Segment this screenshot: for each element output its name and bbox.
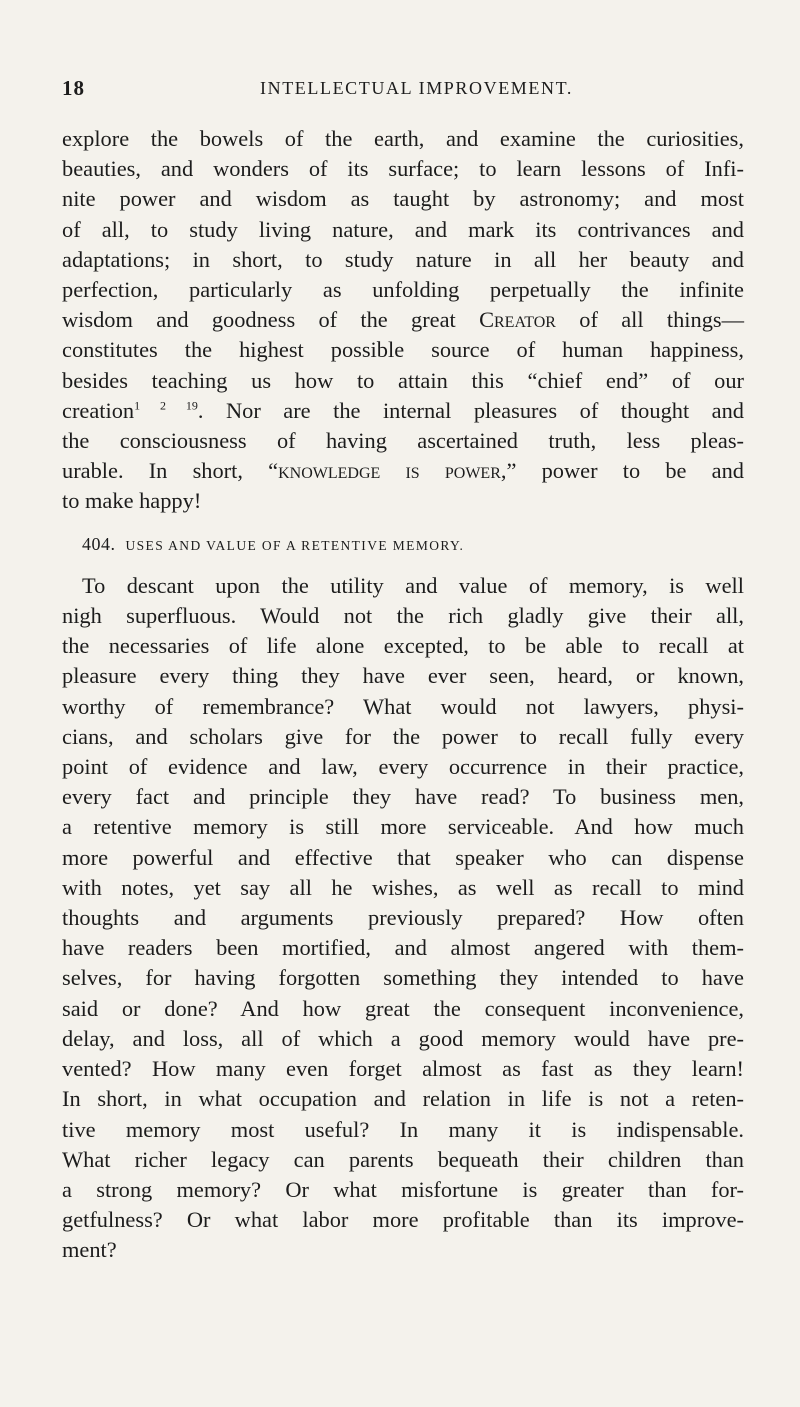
text-fragment: wisdom and goodness of the great — [62, 307, 456, 333]
text-line-knowledge-power — [62, 456, 744, 486]
text-line: constitutes the highest possible source of human happiness, — [62, 337, 744, 363]
text-line: a retentive memory is still more serviceable. And how much — [62, 814, 744, 840]
text-line: to make happy! — [62, 488, 202, 514]
text-line: have readers been mortified, and almost angered with them- — [62, 935, 744, 961]
section-title: USES AND VALUE OF A RETENTIVE MEMORY. — [125, 537, 465, 553]
text-line: ment? — [62, 1237, 117, 1263]
text-line-creator — [62, 305, 744, 335]
text-line: explore the bowels of the earth, and examine the curiosities, — [62, 126, 744, 151]
page-number: 18 — [62, 76, 85, 100]
text-line: cians, and scholars give for the power to recall fully every — [62, 723, 744, 749]
text-line: selves, for having forgotten something they intended to have — [62, 965, 744, 991]
section-heading — [62, 529, 744, 561]
text-line: of all, to study living nature, and mark its contrivances and — [62, 216, 744, 242]
text-line: the consciousness of having ascertained truth, less pleas- — [62, 428, 744, 454]
text-line: every fact and principle they have read? To business men, — [62, 784, 744, 810]
running-title: INTELLECTUAL IMPROVEMENT. — [260, 78, 573, 98]
text-line: said or done? And how great the consequent inconvenience, — [62, 995, 744, 1021]
footnote-reference: 1 2 19 — [134, 398, 198, 413]
text-line: point of evidence and law, every occurrence in their practice, — [62, 754, 744, 780]
text-line: tive memory most useful? In many it is indispensable. — [62, 1116, 744, 1142]
body-text — [62, 124, 744, 1266]
text-line: more powerful and effective that speaker who can dispense — [62, 844, 744, 870]
running-head — [62, 76, 742, 112]
text-line: What richer legacy can parents bequeath their children than — [62, 1146, 744, 1172]
text-line: besides teaching us how to attain this “chief end” of our — [62, 367, 744, 393]
text-line: beauties, and wonders of its surface; to learn lessons of Infi- — [62, 156, 744, 182]
text-fragment: creation — [62, 397, 135, 423]
text-line: In short, in what occupation and relation in life is not a reten- — [62, 1086, 744, 1112]
text-line: a strong memory? Or what misfortune is greater than for- — [62, 1176, 744, 1202]
text-line: adaptations; in short, to study nature in all her beauty and — [62, 246, 744, 272]
text-fragment: urable. In short, “ — [62, 458, 279, 484]
text-fragment: ” power to be and — [506, 458, 745, 484]
text-line: vented? How many even forget almost as fast as they learn! — [62, 1056, 744, 1082]
text-line: getfulness? Or what labor more profitable than its improve- — [62, 1207, 744, 1233]
text-line: thoughts and arguments previously prepared? How often — [62, 905, 744, 931]
text-line: with notes, yet say all he wishes, as well as recall to mind — [62, 874, 744, 900]
text-line: perfection, particularly as unfolding perpetually the infinite — [62, 277, 744, 303]
section-number: 404. — [82, 533, 116, 554]
text-line: pleasure every thing they have ever seen, heard, or known, — [62, 663, 744, 689]
text-line: nite power and wisdom as taught by astronomy; and most — [62, 186, 744, 212]
text-line: worthy of remembrance? What would not lawyers, physi- — [62, 693, 744, 719]
text-line: To descant upon the utility and value of memory, is well — [82, 572, 744, 598]
creator-word: Creator — [479, 307, 556, 333]
text-fragment: of all things— — [579, 307, 744, 333]
knowledge-is-power-phrase: knowledge is power, — [278, 458, 507, 484]
text-fragment: . Nor are the internal pleasures of thought and — [197, 397, 744, 423]
text-line: delay, and loss, all of which a good memory would have pre- — [62, 1025, 744, 1051]
text-line: nigh superfluous. Would not the rich gladly give their all, — [62, 603, 744, 629]
text-line-creation — [62, 396, 744, 426]
text-line: the necessaries of life alone excepted, to be able to recall at — [62, 633, 744, 659]
